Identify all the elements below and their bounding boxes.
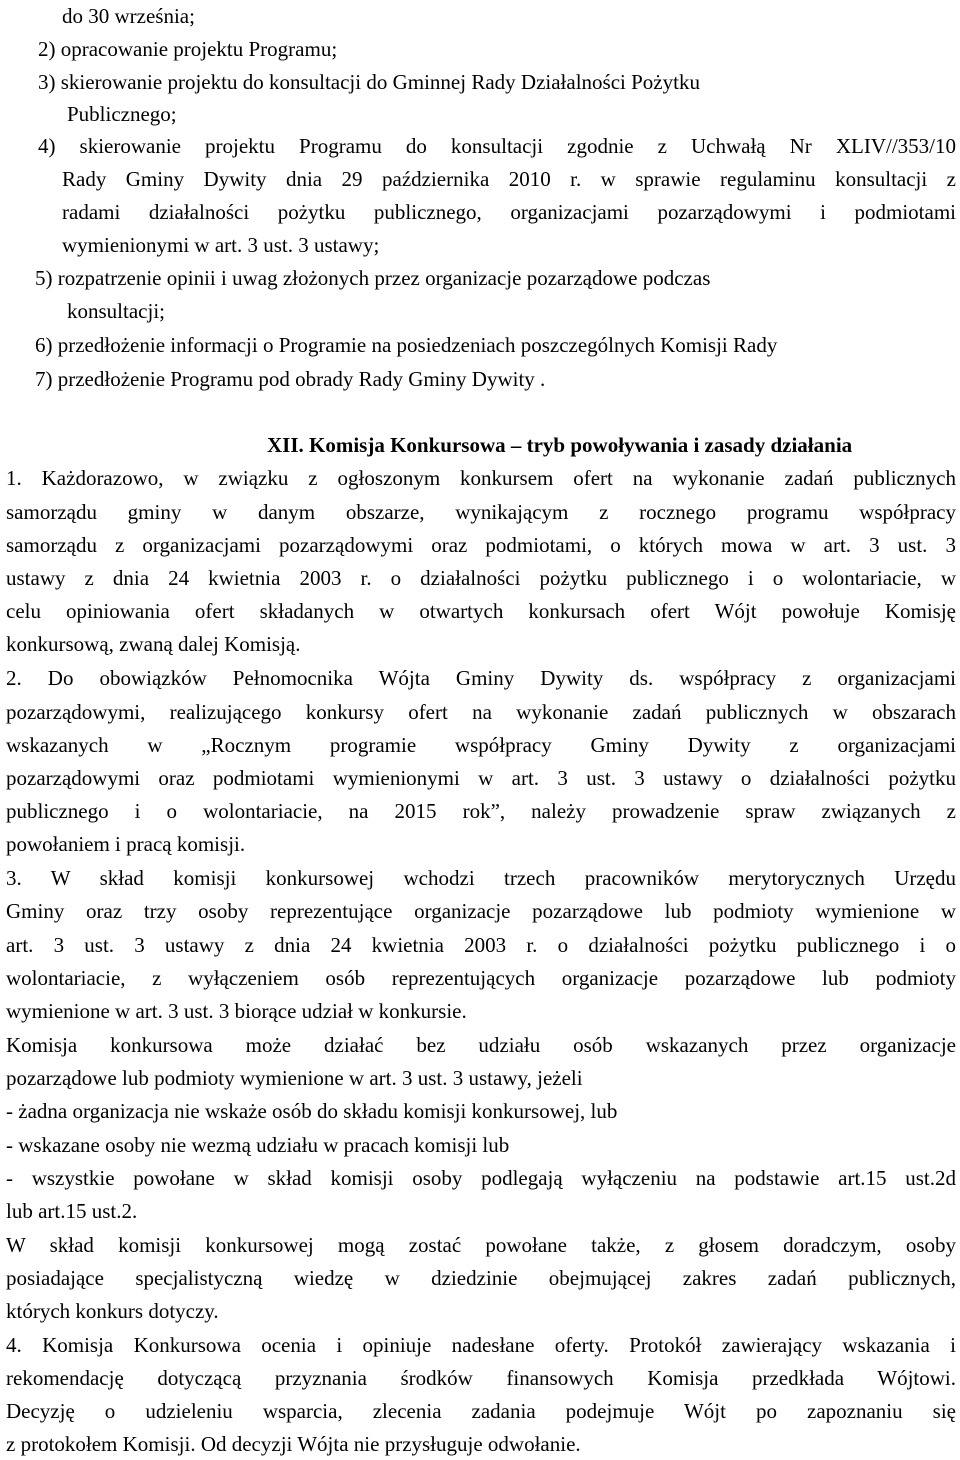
paragraph-line: 2. Do obowiązków Pełnomocnika Wójta Gminy Dywity ds. współpracy z organizacjami [6,666,956,690]
paragraph-line: ustawy z dnia 24 kwietnia 2003 r. o działalności pożytku publicznego i o wolontariacie, w [6,566,956,590]
paragraph-line: 4. Komisja Konkursowa ocenia i opiniuje nadesłane oferty. Protokół zawierający wskazania i [6,1333,956,1357]
paragraph-line: posiadające specjalistyczną wiedzę w dziedzinie obejmującej zakres zadań publicznych, [6,1266,956,1290]
bullet-line: - wszystkie powołane w skład komisji osoby podlegają wyłączeniu na podstawie art.15 ust.2d [6,1166,956,1190]
paragraph-line: lub art.15 ust.2. [6,1199,138,1223]
list-line: Publicznego; [67,102,177,126]
paragraph-line: wskazanych w „Rocznym programie współpracy Gminy Dywity z organizacjami [6,733,956,757]
bullet-line: - żadna organizacja nie wskaże osób do składu komisji konkursowej, lub [6,1099,618,1123]
list-item-7: 7) przedłożenie Programu pod obrady Rady Gminy Dywity . [35,367,546,391]
paragraph-line: z protokołem Komisji. Od decyzji Wójta nie przysługuje odwołanie. [6,1432,581,1456]
paragraph-line: wolontariacie, z wyłączeniem osób reprezentujących organizacje pozarządowe lub podmioty [6,966,956,990]
list-line: konsultacji; [67,299,165,323]
paragraph-line: pozarządowymi oraz podmiotami wymienionymi w art. 3 ust. 3 ustawy o działalności pożytku [6,766,956,790]
list-item-4: 4) skierowanie projektu Programu do konsultacji zgodnie z Uchwałą Nr XLIV//353/10 [38,134,956,158]
paragraph-line: rekomendację dotyczącą przyznania środków finansowych Komisja przedkłada Wójtowi. [6,1366,956,1390]
paragraph-line: samorządu gminy w danym obszarze, wynikającym z rocznego programu współpracy [6,500,956,524]
paragraph-line: publicznego i o wolontariacie, na 2015 rok”, należy prowadzenie spraw związanych z [6,799,956,823]
section-heading: XII. Komisja Konkursowa – tryb powoływania i zasady działania [267,433,853,457]
list-line: wymienionymi w art. 3 ust. 3 ustawy; [62,233,380,257]
paragraph-line: 1. Każdorazowo, w związku z ogłoszonym konkursem ofert na wykonanie zadań publicznych [6,466,956,490]
list-line: Rady Gminy Dywity dnia 29 października 2010 r. w sprawie regulaminu konsultacji z [62,167,956,191]
list-line: do 30 września; [62,4,195,28]
list-item-5: 5) rozpatrzenie opinii i uwag złożonych przez organizacje pozarządowe podczas [35,266,711,290]
paragraph-line: powołaniem i pracą komisji. [6,832,246,856]
paragraph-line: pozarządowymi, realizującego konkursy ofert na wykonanie zadań publicznych w obszarach [6,700,956,724]
list-item-2: 2) opracowanie projektu Programu; [38,37,338,61]
paragraph-line: W skład komisji konkursowej mogą zostać powołane także, z głosem doradczym, osoby [6,1233,956,1257]
paragraph-line: Komisja konkursowa może działać bez udziału osób wskazanych przez organizacje [6,1033,956,1057]
list-item-6: 6) przedłożenie informacji o Programie na posiedzeniach poszczególnych Komisji Rady [35,333,778,357]
paragraph-line: Decyzję o udzieleniu wsparcia, zlecenia zadania podejmuje Wójt po zapoznaniu się [6,1399,956,1423]
list-item-3: 3) skierowanie projektu do konsultacji do Gminnej Rady Działalności Pożytku [38,70,700,94]
paragraph-line: pozarządowe lub podmioty wymienione w art. 3 ust. 3 ustawy, jeżeli [6,1066,583,1090]
list-line: radami działalności pożytku publicznego, organizacjami pozarządowymi i podmiotami [62,200,956,224]
paragraph-line: wymienione w art. 3 ust. 3 biorące udział w konkursie. [6,999,467,1023]
paragraph-line: samorządu z organizacjami pozarządowymi oraz podmiotami, o których mowa w art. 3 ust. 3 [6,533,956,557]
paragraph-line: art. 3 ust. 3 ustawy z dnia 24 kwietnia 2003 r. o działalności pożytku publicznego i o [6,933,956,957]
paragraph-line: Gminy oraz trzy osoby reprezentujące organizacje pozarządowe lub podmioty wymienione w [6,899,956,923]
paragraph-line: celu opiniowania ofert składanych w otwartych konkursach ofert Wójt powołuje Komisję [6,599,956,623]
paragraph-line: których konkurs dotyczy. [6,1299,219,1323]
bullet-line: - wskazane osoby nie wezmą udziału w pracach komisji lub [6,1133,510,1157]
paragraph-line: 3. W skład komisji konkursowej wchodzi trzech pracowników merytorycznych Urzędu [6,866,956,890]
paragraph-line: konkursową, zwaną dalej Komisją. [6,632,301,656]
